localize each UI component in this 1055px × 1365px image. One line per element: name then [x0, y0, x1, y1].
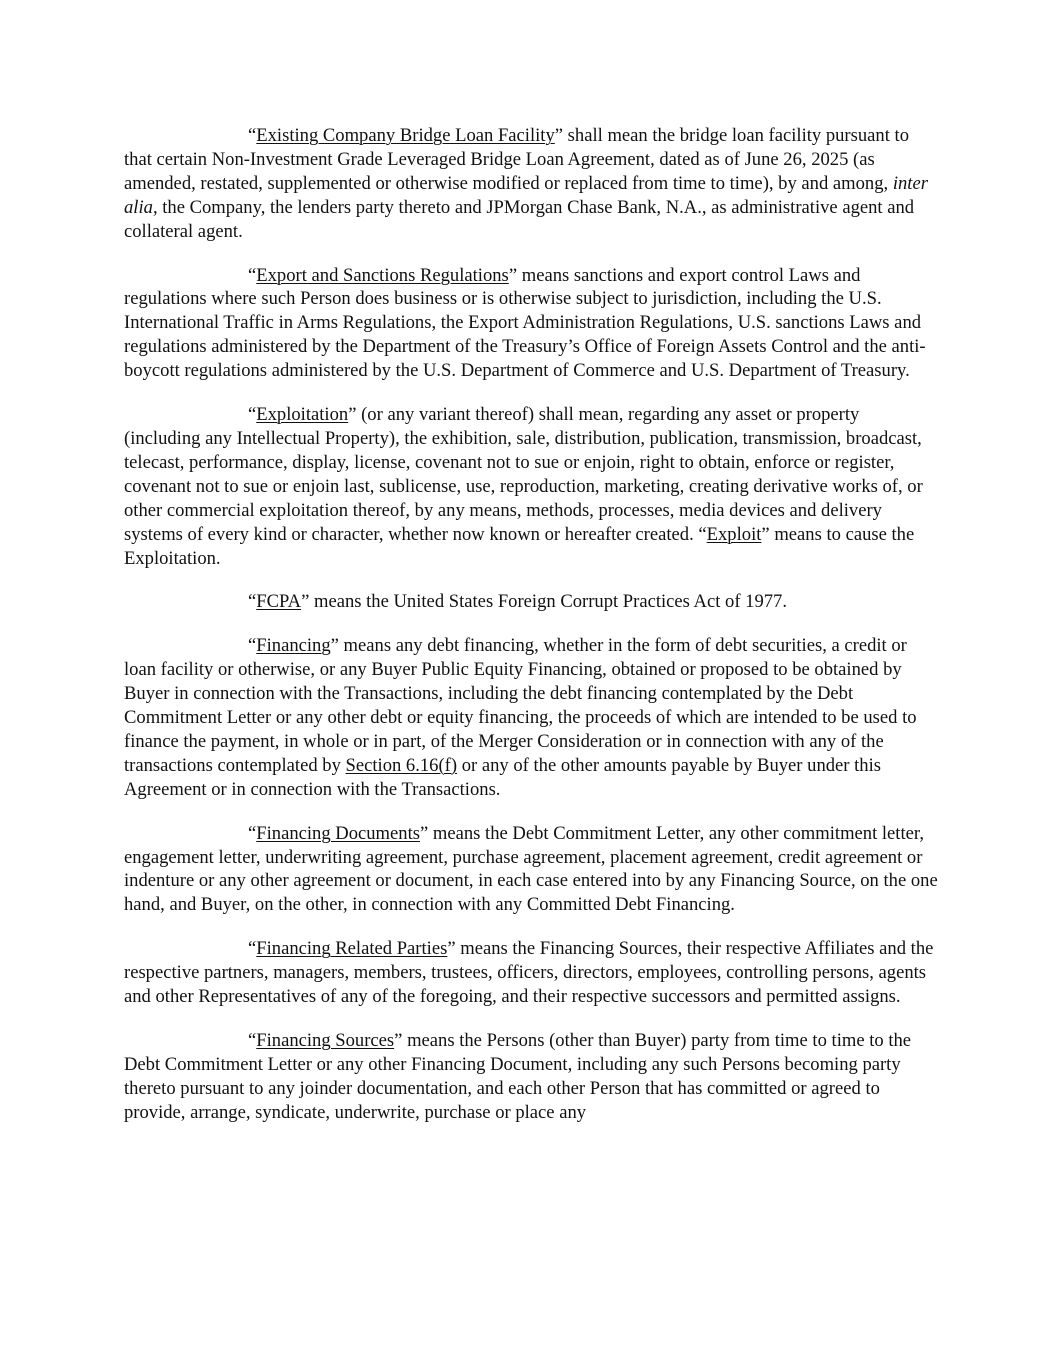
definition-exploitation: “Exploitation” (or any variant thereof) shall mean, regarding any asset or property (including any Intellectual Property), the exhibition, sale, distribution, publication, transmission, broadcast, telecast, performance, display, license, covenant not to sue or enjoin, right to obtain, enforce or register, covenant not to sue or enjoin last, sublicense, use, reproduction, marketing, creating derivative works of, or other commercial exploitation thereof, by any means, methods, processes, media devices and delivery systems of every kind or character, whether now known or hereafter created. “Exploit” means to cause the Exploitation. — [124, 404, 923, 569]
definition-text: means to cause the Exploitation. — [124, 523, 915, 569]
definition-text: or any of the other amounts payable by Buyer under this Agreement or in connection with the Transactions. — [124, 754, 881, 800]
definition-export-and-sanctions-regulations: “Export and Sanctions Regulations” means sanctions and export control Laws and regulations where such Person does business or is otherwise subject to jurisdiction, including the U.S. International Traffic in Arms Regulations, the Export Administration Regulations, U.S. sanctions Laws and regulations administered by the Department of the Treasury’s Office of Foreign Assets Control and the anti-boycott regulations administered by the U.S. Department of Commerce and U.S. Department of Treasury. — [124, 264, 926, 382]
definition-text: means the Financing Sources, their respective Affiliates and the respective partners, managers, members, trustees, officers, directors, employees, controlling persons, agents and other Representatives of any of the foregoing, and their respective successors and permitted assigns. — [124, 938, 934, 1008]
definition-text: means the United States Foreign Corrupt Practices Act of 1977. — [309, 591, 788, 613]
definition-existing-company-bridge-loan-facility: “Existing Company Bridge Loan Facility” shall mean the bridge loan facility pursuant to that certain Non-Investment Grade Leveraged Bridge Loan Agreement, dated as of June 26, 2025 (as amended, restated, supplemented or otherwise modified or replaced from time to time), by and among, inter alia, the Company, the lenders party thereto and JPMorgan Chase Bank, N.A., as administrative agent and collateral agent. — [124, 125, 928, 242]
definition-financing-documents: “Financing Documents” means the Debt Commitment Letter, any other commitment letter, engagement letter, underwriting agreement, purchase agreement, placement agreement, credit agreement or indenture or any other agreement or document, in each case entered into by any Financing Source, on the one hand, and Buyer, on the other, in connection with any Committed Debt Financing. — [124, 822, 938, 916]
definition-text: means any debt financing, whether in the form of debt securities, a credit or loan facility or otherwise, or any Buyer Public Equity Financing, obtained or proposed to be obtained by Buyer in connection with the Transactions, including the debt financing contemplated by the Debt Commitment Letter or any other debt or equity financing, the proceeds of which are intended to be used to finance the payment, in whole or in part, of the Merger Consideration or in connection with any of the transactions contemplated by — [124, 635, 917, 776]
defined-term: Exploitation — [256, 404, 349, 426]
defined-term: FCPA — [256, 591, 302, 613]
defined-term: Existing Company Bridge Loan Facility — [256, 125, 555, 146]
definition-financing-sources: “Financing Sources” means the Persons (other than Buyer) party from time to time to the Debt Commitment Letter or any other Financing Document, including any such Persons becoming party thereto pursuant to any joinder documentation, and each other Person that has committed or agreed to provide, arrange, syndicate, underwrite, purchase or place any — [124, 1030, 912, 1123]
definition-text: means the Persons (other than Buyer) party from time to time to the Debt Commitment Letter or any other Financing Document, including any such Persons becoming party thereto pursuant to any joinder documentation, and each other Person that has committed or agreed to provide, arrange, syndicate, underwrite, purchase or place any — [124, 1030, 912, 1123]
section-reference-link[interactable]: Section 6.16(f) — [345, 754, 458, 776]
document-page — [124, 124, 939, 1145]
defined-term: Export and Sanctions Regulations — [256, 264, 509, 286]
defined-term: Financing Sources — [256, 1030, 395, 1051]
defined-term: Financing — [256, 635, 331, 657]
definition-text: , the Company, the lenders party thereto and JPMorgan Chase Bank, N.A., as administrative agent and collateral agent. — [124, 196, 915, 242]
definition-financing: “Financing” means any debt financing, whether in the form of debt securities, a credit or loan facility or otherwise, or any Buyer Public Equity Financing, obtained or proposed to be obtained by Buyer in connection with the Transactions, including the debt financing contemplated by the Debt Commitment Letter or any other debt or equity financing, the proceeds of which are intended to be used to finance the payment, in whole or in part, of the Merger Consideration or in connection with any of the transactions contemplated by Section 6.16(f) or any of the other amounts payable by Buyer under this Agreement or in connection with the Transactions. — [124, 635, 917, 800]
defined-term: Exploit — [706, 523, 762, 545]
definition-text: means sanctions and export control Laws and regulations where such Person does business or is otherwise subject to jurisdiction, including the U.S. International Traffic in Arms Regulations, the Export Administration Regulations, U.S. sanctions Laws and regulations administered by the Department of the Treasury’s Office of Foreign Assets Control and the anti-boycott regulations administered by the U.S. Department of Commerce and U.S. Department of Treasury. — [124, 264, 926, 382]
definition-financing-related-parties: “Financing Related Parties” means the Financing Sources, their respective Affiliates and the respective partners, managers, members, trustees, officers, directors, employees, controlling persons, agents and other Representatives of any of the foregoing, and their respective successors and permitted assigns. — [124, 938, 934, 1008]
definition-text: (or any variant thereof) shall mean, regarding any asset or property (including any Intellectual Property), the exhibition, sale, distribution, publication, transmission, broadcast, telecast, performance, display, license, covenant not to sue or enjoin, right to obtain, enforce or register, covenant not to sue or enjoin last, sublicense, use, reproduction, marketing, creating derivative works of, or other commercial exploitation thereof, by any means, methods, processes, media devices and delivery systems of every kind or character, whether now known or hereafter created. — [124, 404, 923, 545]
definition-text: means the Debt Commitment Letter, any other commitment letter, engagement letter, underwriting agreement, purchase agreement, placement agreement, credit agreement or indenture or any other agreement or document, in each case entered into by any Financing Source, on the one hand, and Buyer, on the other, in connection with any Committed Debt Financing. — [124, 822, 938, 916]
defined-term: Financing Related Parties — [256, 938, 448, 960]
definition-fcpa: “FCPA” means the United States Foreign Corrupt Practices Act of 1977. — [248, 591, 788, 613]
defined-term: Financing Documents — [256, 822, 420, 844]
definition-text: shall mean the bridge loan facility pursuant to that certain Non-Investment Grade Leveraged Bridge Loan Agreement, dated as of June 26, 2025 (as amended, restated, supplemented or otherwise modified or replaced from time to time), by and among, — [124, 125, 909, 194]
italic-text: inter alia — [124, 172, 928, 218]
